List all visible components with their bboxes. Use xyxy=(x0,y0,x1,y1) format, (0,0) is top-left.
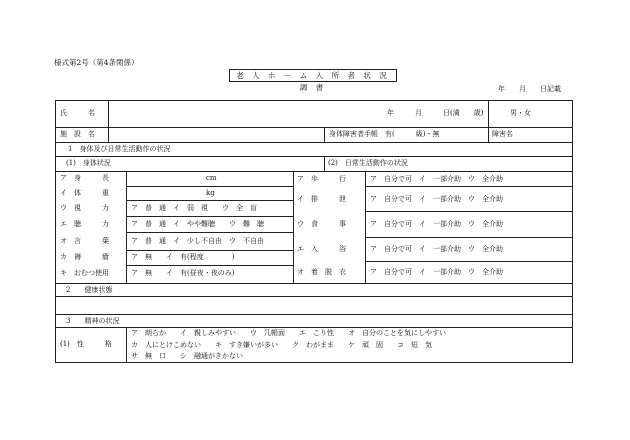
adl-status-heading: (2) 日常生活動作の状況 xyxy=(328,159,408,167)
speech-value: ア 普 通 イ 少し不自由 ウ 不自由 xyxy=(131,237,264,245)
col-divider xyxy=(488,100,489,127)
personality-label: (1) 性 格 xyxy=(60,340,112,348)
height-label: ア 身 長 xyxy=(60,174,109,182)
col-divider xyxy=(108,100,109,142)
row-divider xyxy=(55,296,573,297)
name-label: 氏 名 xyxy=(60,109,95,117)
walking-label: ア 歩 行 xyxy=(297,175,346,183)
adl-row-divider xyxy=(365,237,573,238)
col-divider xyxy=(126,171,127,283)
health-status-heading: 2 健康状態 xyxy=(66,286,113,294)
diaper-label: キ おむつ使用 xyxy=(60,269,109,277)
mental-status-heading: 3 精神の状況 xyxy=(66,317,120,325)
bathing-label: エ 入 浴 xyxy=(297,245,346,253)
col-divider xyxy=(126,327,127,363)
row-divider xyxy=(55,314,573,315)
col-divider xyxy=(488,127,489,142)
adl-row-divider xyxy=(365,186,573,187)
dressing-value: ア 自分で可 イ 一部介助 ウ 全介助 xyxy=(370,268,503,276)
physical-row-divider xyxy=(126,265,293,266)
eating-label: ウ 食 事 xyxy=(297,220,346,228)
vision-label: ウ 視 力 xyxy=(60,204,109,212)
facility-label: 施 設 名 xyxy=(60,130,95,138)
excretion-value: ア 自分で可 イ 一部介助 ウ 全介助 xyxy=(370,195,503,203)
eating-value: ア 自分で可 イ 一部介助 ウ 全介助 xyxy=(370,220,503,228)
section1-heading: 1 身体及び日常生活動作の状況 xyxy=(68,145,171,153)
record-date: 年 月 日記載 xyxy=(498,85,561,93)
adl-row-divider xyxy=(365,261,573,262)
col-divider xyxy=(324,127,325,142)
row-divider xyxy=(55,283,573,284)
physical-status-heading: (1) 身体状況 xyxy=(66,159,111,167)
col-divider xyxy=(365,171,366,283)
hearing-label: エ 聴 力 xyxy=(60,220,109,228)
physical-row-divider xyxy=(126,232,293,233)
physical-row-divider xyxy=(126,186,293,187)
hearing-value: ア 普 通 イ やや難聴 ウ 難 聴 xyxy=(131,220,264,228)
diaper-value: ア 無 イ 有(昼夜・夜のみ) xyxy=(131,269,235,277)
speech-label: オ 言 葉 xyxy=(60,237,109,245)
row-divider xyxy=(55,327,573,328)
personality-line: ア 朗らか イ 親しみやすい ウ 几帳面 エ こり性 オ 自分のことを気にしやすい xyxy=(131,329,446,337)
disability-label: 障害名 xyxy=(492,130,513,138)
bedsore-label: カ 褥 瘡 xyxy=(60,253,109,261)
weight-label: イ 体 重 xyxy=(60,189,109,197)
vision-value: ア 普 通 イ 弱 視 ウ 全 盲 xyxy=(131,204,257,212)
row-divider xyxy=(55,127,573,128)
col-divider xyxy=(293,171,294,283)
document-title: 老 人 ホ ー ム 入 所 者 状 況 調 書 xyxy=(229,69,397,82)
birth-date-label: 年 月 日(満 歳) xyxy=(387,109,484,117)
dressing-label: オ 着 脱 衣 xyxy=(297,268,346,276)
excretion-label: イ 排 泄 xyxy=(297,195,346,203)
physical-row-divider xyxy=(126,216,293,217)
weight-value: kg xyxy=(206,189,215,197)
name-field[interactable] xyxy=(110,102,320,124)
adl-row-divider xyxy=(365,211,573,212)
row-divider xyxy=(55,171,573,172)
col-divider xyxy=(324,156,325,171)
personality-line: サ 無 口 シ 融通がきかない xyxy=(131,352,243,360)
bedsore-value: ア 無 イ 有(程度 ) xyxy=(131,253,235,261)
height-value: cm xyxy=(206,174,217,182)
physical-row-divider xyxy=(126,200,293,201)
row-divider xyxy=(55,156,573,157)
form-number: 様式第2号（第4条関係） xyxy=(54,58,139,67)
handbook-label: 身体障害者手帳 有( 級)・無 xyxy=(329,130,440,138)
walking-value: ア 自分で可 イ 一部介助 ウ 全介助 xyxy=(370,175,503,183)
sex-label: 男・女 xyxy=(510,109,531,117)
row-divider xyxy=(55,142,573,143)
physical-row-divider xyxy=(126,250,293,251)
bathing-value: ア 自分で可 イ 一部介助 ウ 全介助 xyxy=(370,245,503,253)
personality-line: カ 人にとけこめない キ すき嫌いが多い ク わがまま ケ 頑 固 コ 短 気 xyxy=(131,341,432,349)
